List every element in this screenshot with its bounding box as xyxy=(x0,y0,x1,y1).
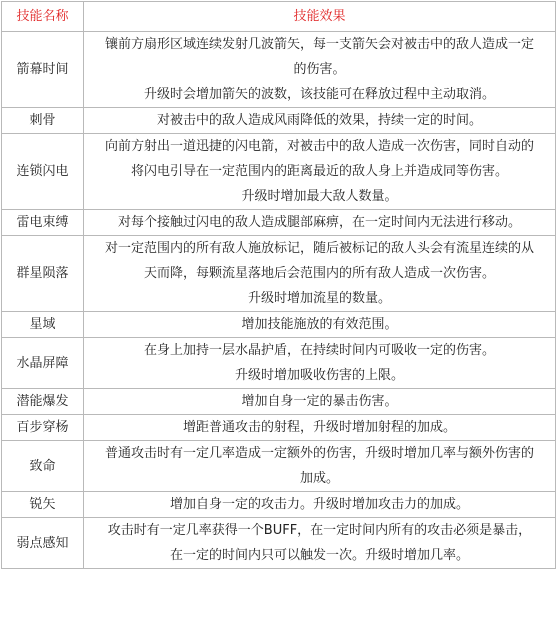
table-row xyxy=(2,389,556,415)
table-row xyxy=(2,210,556,236)
skill-effect-line: 镶前方扇形区域连续发射几波箭矢，每一支箭矢会对被击中的敌人造成一定 xyxy=(104,37,534,52)
skill-effect-line: 升级时增加最大敌人数量。 xyxy=(241,189,398,204)
skill-effect-line: 攻击时有一定几率获得一个BUFF，在一定时间内所有的攻击必须是暴击， xyxy=(107,523,532,538)
skill-name-cell: 群星陨落 xyxy=(2,236,84,312)
table-row xyxy=(2,134,556,210)
skill-effect-line: 天而降，每颗流星落地后会范围内的所有敌人造成一次伤害。 xyxy=(143,266,495,281)
skill-effect-cell xyxy=(84,415,556,441)
skill-effect-line: 增加技能施放的有效范围。 xyxy=(241,317,398,332)
skill-effect-cell xyxy=(84,312,556,338)
skill-effect-line: 对每个接触过闪电的敌人造成腿部麻痹，在一定时间内无法进行移动。 xyxy=(117,215,521,230)
skill-effect-line: 对被击中的敌人造成风雨降低的效果，持续一定的时间。 xyxy=(156,113,482,128)
skill-name-cell: 水晶屏障 xyxy=(2,338,84,389)
skill-effect-line: 增加自身一定的攻击力。升级时增加攻击力的加成。 xyxy=(169,497,469,512)
skill-effect-line: 的伤害。 xyxy=(293,62,346,77)
skill-effect-line: 升级时增加吸收伤害的上限。 xyxy=(234,368,404,383)
table-row xyxy=(2,32,556,108)
skill-name-cell: 锐矢 xyxy=(2,492,84,518)
skill-effect-line: 在身上加持一层水晶护盾，在持续时间内可吸收一定的伤害。 xyxy=(143,343,495,358)
table-row xyxy=(2,338,556,389)
skill-effect-line: 升级时会增加箭矢的波数，该技能可在释放过程中主动取消。 xyxy=(143,87,495,102)
table-row xyxy=(2,518,556,569)
skill-effect-cell xyxy=(84,338,556,389)
skill-effect-cell xyxy=(84,210,556,236)
skill-name-cell: 连锁闪电 xyxy=(2,134,84,210)
skill-effect-line: 普通攻击时有一定几率造成一定额外的伤害，升级时增加几率与额外伤害的 xyxy=(104,446,534,461)
skill-effect-cell xyxy=(84,518,556,569)
skill-effect-line: 加成。 xyxy=(299,471,339,486)
skill-name-cell: 刺骨 xyxy=(2,108,84,134)
skill-effect-cell xyxy=(84,441,556,492)
skill-effect-line: 升级时增加流星的数量。 xyxy=(247,291,391,306)
skill-effect-cell xyxy=(84,108,556,134)
skill-name-cell: 百步穿杨 xyxy=(2,415,84,441)
header-skill-effect: 技能效果 xyxy=(84,2,556,32)
table-row xyxy=(2,108,556,134)
skill-effect-cell xyxy=(84,32,556,108)
skill-name-cell: 弱点感知 xyxy=(2,518,84,569)
header-skill-name: 技能名称 xyxy=(2,2,84,32)
skill-effect-cell xyxy=(84,236,556,312)
table-row xyxy=(2,492,556,518)
skill-effect-line: 对一定范围内的所有敌人施放标记，随后被标记的敌人头会有流星连续的从 xyxy=(104,241,534,256)
skill-effect-line: 增加自身一定的暴击伤害。 xyxy=(241,394,398,409)
skill-effect-line: 向前方射出一道迅捷的闪电箭，对被击中的敌人造成一次伤害，同时自动的 xyxy=(104,139,534,154)
skill-effect-cell xyxy=(84,389,556,415)
skill-name-cell: 箭幕时间 xyxy=(2,32,84,108)
skill-name-cell: 潜能爆发 xyxy=(2,389,84,415)
skill-table xyxy=(1,1,556,569)
skill-effect-line: 将闪电引导在一定范围内的距离最近的敌人身上并造成同等伤害。 xyxy=(130,164,508,179)
skill-effect-cell xyxy=(84,492,556,518)
skill-name-cell: 星域 xyxy=(2,312,84,338)
table-header-row xyxy=(2,2,556,32)
skill-name-cell: 致命 xyxy=(2,441,84,492)
table-row xyxy=(2,415,556,441)
table-row xyxy=(2,441,556,492)
skill-effect-line: 在一定的时间内只可以触发一次。升级时增加几率。 xyxy=(169,548,469,563)
skill-rows xyxy=(2,32,556,569)
skill-name-cell: 雷电束缚 xyxy=(2,210,84,236)
table-row xyxy=(2,236,556,312)
skill-effect-line: 增距普通攻击的射程，升级时增加射程的加成。 xyxy=(182,420,456,435)
skill-effect-cell xyxy=(84,134,556,210)
table-row xyxy=(2,312,556,338)
